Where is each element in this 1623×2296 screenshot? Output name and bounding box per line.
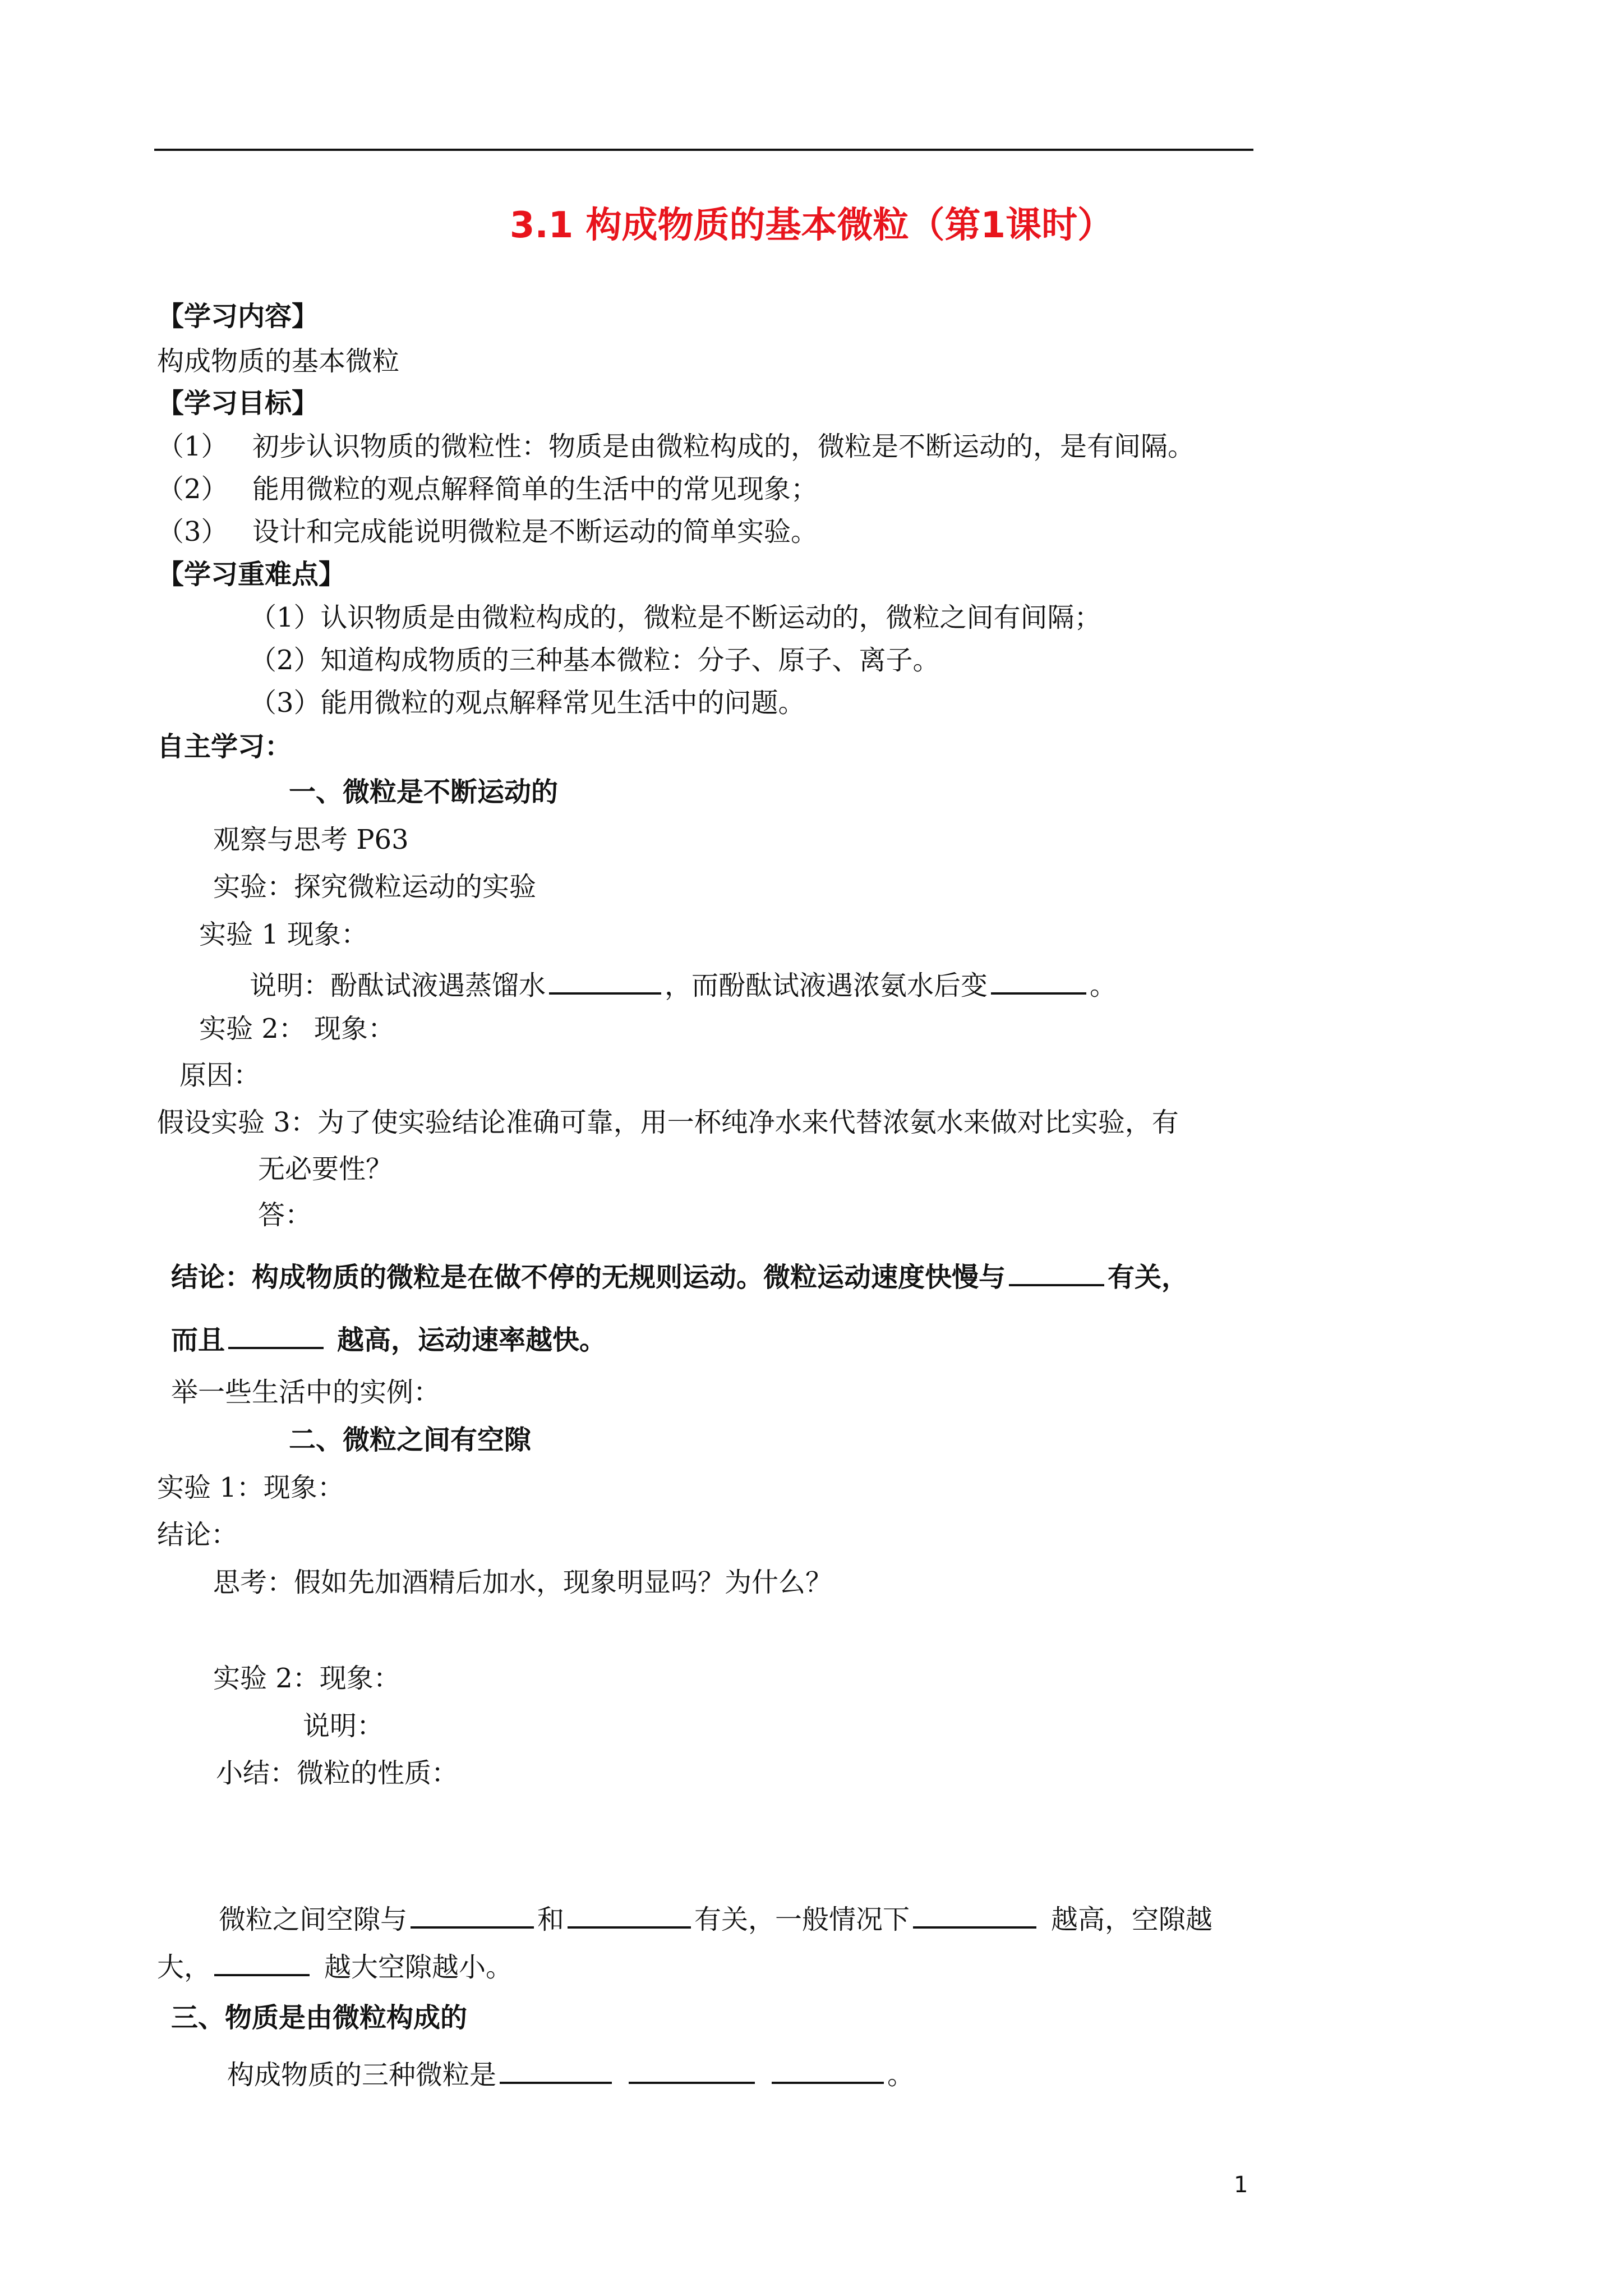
three-particles-text: 构成物质的三种微粒是 xyxy=(227,2059,497,2091)
goal-item-2 xyxy=(157,473,818,505)
conclusion-text-b: 有关， xyxy=(1108,1262,1189,1293)
goal-item-3 xyxy=(157,518,818,545)
hypothesis-line-1: 假设实验 3：为了使实验结论准确可靠，用一杯纯净水来代替浓氨水来做对比实验，有 xyxy=(157,1107,1179,1138)
explain-line xyxy=(250,968,1117,999)
part2-heading: 二、微粒之间有空隙 xyxy=(289,1424,532,1456)
fill-blank xyxy=(228,1322,324,1349)
fill-blank xyxy=(500,2057,612,2084)
part2-exp1: 实验 1：现象： xyxy=(157,1472,344,1503)
fill-blank xyxy=(568,1902,691,1929)
section-heading-key-points: 【学习重难点】 xyxy=(157,559,346,590)
part3-heading: 三、物质是由微粒构成的 xyxy=(171,2002,468,2033)
gap-text-f: 越大空隙越小。 xyxy=(324,1952,513,1983)
part2-exp2: 实验 2：现象： xyxy=(213,1663,400,1694)
conclusion-line-2 xyxy=(171,1322,606,1354)
conclusion-text-d: 越高，运动速率越快。 xyxy=(337,1324,607,1356)
conclusion-text-a: 结论：构成物质的微粒是在做不停的无规则运动。微粒运动速度快慢与 xyxy=(171,1262,1006,1293)
goal-text: 初步认识物质的微粒性：物质是由微粒构成的，微粒是不断运动的，是有间隔。 xyxy=(252,431,1195,462)
page-number: 1 xyxy=(1234,2172,1248,2198)
exp2-phenomenon: 实验 2： 现象： xyxy=(199,1013,395,1045)
fill-blank xyxy=(772,2057,884,2084)
goal-number: （3） xyxy=(157,516,228,547)
explain-text-a: 说明：酚酞试液遇蒸馏水 xyxy=(250,970,546,1001)
conclusion-line-1 xyxy=(171,1259,1188,1291)
page-title: 3.1 构成物质的基本微粒（第1课时） xyxy=(509,205,1114,246)
goal-item-1 xyxy=(157,433,1195,460)
goal-text: 能用微粒的观点解释简单的生活中的常见现象； xyxy=(252,473,818,505)
answer-line: 答： xyxy=(258,1199,312,1231)
gap-text-e: 大， xyxy=(157,1952,211,1983)
part2-conclusion: 结论： xyxy=(157,1519,238,1550)
fill-blank xyxy=(913,1902,1036,1929)
header-rule xyxy=(154,149,1253,151)
conclusion-text-c: 而且 xyxy=(171,1324,225,1356)
reason-line: 原因： xyxy=(179,1060,261,1091)
gap-text-a: 微粒之间空隙与 xyxy=(219,1904,408,1935)
fill-blank xyxy=(1009,1259,1104,1286)
explain-text-c: 。 xyxy=(1090,970,1117,1001)
fill-blank xyxy=(549,968,661,995)
gap-text-d: 越高，空隙越 xyxy=(1051,1904,1213,1935)
section-content-text: 构成物质的基本微粒 xyxy=(157,346,400,377)
observe-line: 观察与思考 P63 xyxy=(213,824,409,855)
goal-number: （2） xyxy=(157,473,228,505)
part1-heading: 一、微粒是不断运动的 xyxy=(289,776,559,808)
part2-think: 思考：假如先加酒精后加水，现象明显吗？为什么？ xyxy=(213,1567,833,1598)
goal-text: 设计和完成能说明微粒是不断运动的简单实验。 xyxy=(252,516,818,547)
gap-text-b: 和 xyxy=(537,1904,565,1935)
goal-number: （1） xyxy=(157,431,228,462)
fill-blank xyxy=(991,968,1086,995)
hypothesis-line-2: 无必要性？ xyxy=(258,1153,393,1185)
exp1-phenomenon: 实验 1 现象： xyxy=(199,919,368,950)
example-line: 举一些生活中的实例： xyxy=(171,1377,441,1408)
part2-summary: 小结：微粒的性质： xyxy=(216,1757,459,1789)
gap-line-1 xyxy=(219,1902,1212,1933)
explain-text-b: ，而酚酞试液遇浓氨水后变 xyxy=(665,970,988,1001)
experiment-line: 实验：探究微粒运动的实验 xyxy=(213,871,537,903)
three-particles-line xyxy=(227,2057,915,2091)
fill-blank xyxy=(214,1949,310,1976)
section-heading-content: 【学习内容】 xyxy=(157,301,319,332)
self-study-label: 自主学习： xyxy=(157,731,292,762)
key-point-3: （3）能用微粒的观点解释常见生活中的问题。 xyxy=(250,687,805,719)
gap-text-c: 有关，一般情况下 xyxy=(694,1904,910,1935)
fill-blank xyxy=(411,1902,534,1929)
key-point-1: （1）认识物质是由微粒构成的，微粒是不断运动的，微粒之间有间隔； xyxy=(250,602,1101,633)
key-point-2: （2）知道构成物质的三种基本微粒：分子、原子、离子。 xyxy=(250,645,940,676)
three-particles-end: 。 xyxy=(887,2059,915,2091)
fill-blank xyxy=(629,2057,755,2084)
section-heading-goals: 【学习目标】 xyxy=(157,388,319,419)
gap-line-2 xyxy=(157,1949,513,1981)
part2-explain: 说明： xyxy=(303,1710,384,1742)
